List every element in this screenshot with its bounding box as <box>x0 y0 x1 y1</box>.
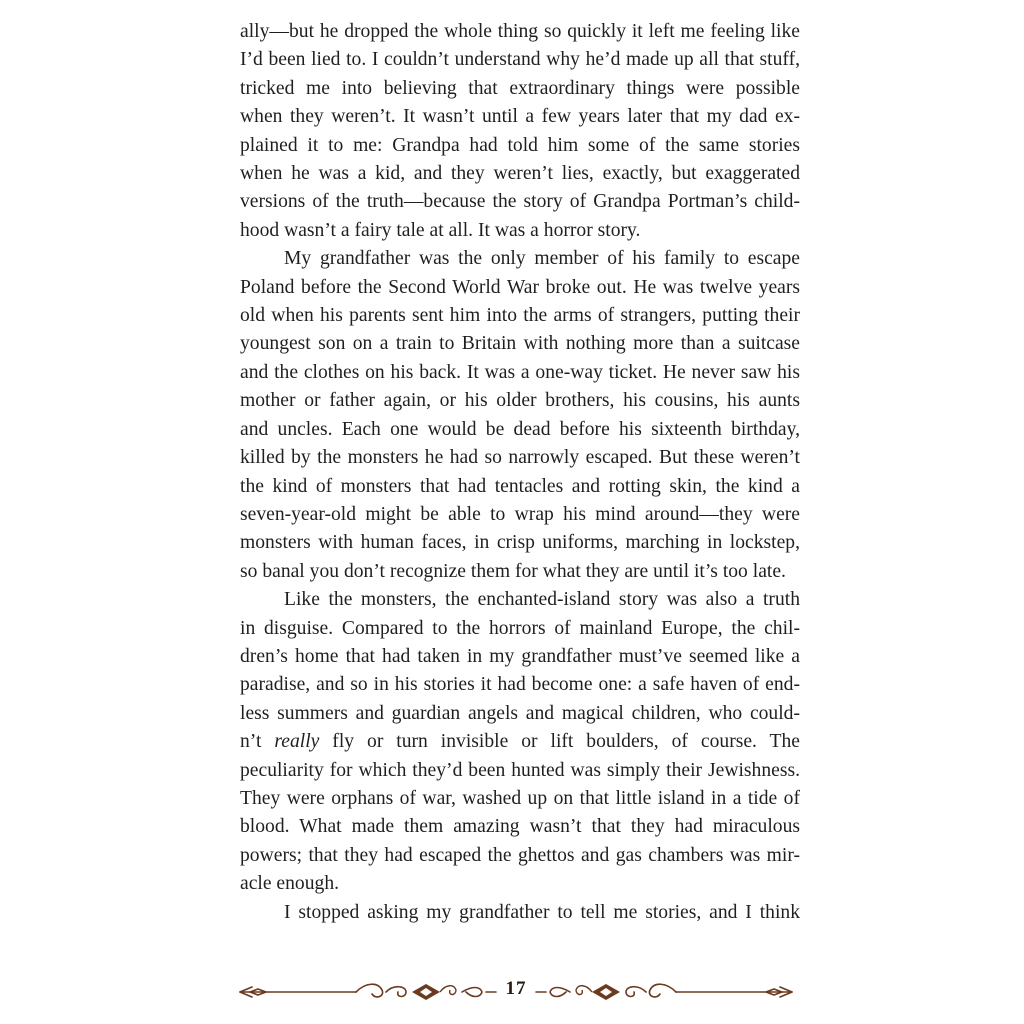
text-line: when he was a kid, and they weren’t lies, exactly, but exaggerated <box>240 163 800 185</box>
text-line: old when his parents sent him into the arms of strangers, putting their <box>240 305 800 327</box>
text-line: paradise, and so in his stories it had become one: a safe haven of end- <box>240 674 800 696</box>
paragraph-2 <box>240 245 800 586</box>
italic-word: really <box>274 731 320 753</box>
text-line: when they weren’t. It wasn’t until a few years later that my dad ex- <box>240 106 800 128</box>
left-scroll-2 <box>386 987 406 997</box>
text-line: so banal you don’t recognize them for what they are until it’s too late. <box>240 560 786 582</box>
text-line: ally—but he dropped the whole thing so quickly it left me feeling like <box>240 21 800 42</box>
left-curl <box>440 986 456 995</box>
text-line: and uncles. Each one would be dead before his sixteenth birthday, <box>240 418 800 440</box>
text-line: My grandfather was the only member of his family to escape <box>284 248 800 270</box>
text-line: dren’s home that had taken in my grandfather must’ve seemed like a <box>240 645 800 667</box>
text-line: powers; that they had escaped the ghettos and gas chambers was mir- <box>240 844 800 866</box>
right-scroll-2 <box>626 987 646 997</box>
text-line: They were orphans of war, washed up on that little island in a tide of <box>240 787 800 809</box>
left-scroll-3 <box>462 988 482 997</box>
text-line: the kind of monsters that had tentacles and rotting skin, the kind a <box>240 475 800 497</box>
text-line: versions of the truth—because the story of Grandpa Portman’s child- <box>240 191 800 213</box>
page-number: 17 <box>505 978 527 999</box>
right-scroll-3 <box>550 988 570 997</box>
text-line: monsters with human faces, in crisp uniforms, marching in lockstep, <box>240 532 800 554</box>
paragraph-3 <box>240 586 800 898</box>
text-line: youngest son on a train to Britain with nothing more than a suitcase <box>240 333 800 355</box>
body-text <box>240 18 800 927</box>
text-line: plained it to me: Grandpa had told him some of the same stories <box>240 134 800 156</box>
text-line: Like the monsters, the enchanted-island story was also a truth <box>284 589 800 611</box>
right-scroll-1 <box>649 984 676 997</box>
left-scroll-1 <box>356 984 383 997</box>
text-line: blood. What made them amazing wasn’t that they had miraculous <box>240 816 800 838</box>
text-line: acle enough. <box>240 873 340 895</box>
right-curl <box>576 986 592 995</box>
text-line: hood wasn’t a fairy tale at all. It was a horror story. <box>240 219 641 241</box>
paragraph-4 <box>240 899 800 927</box>
text-line: Poland before the Second World War broke out. He was twelve years <box>240 276 800 298</box>
text-fragment: fly or turn invisible or lift boulders, of course. The <box>319 731 800 753</box>
text-line <box>240 728 800 756</box>
text-line: less summers and guardian angels and magical children, who could- <box>240 702 800 724</box>
text-line: mother or father again, or his older brothers, his cousins, his aunts <box>240 390 800 412</box>
text-line: seven-year-old might be able to wrap his mind around—they were <box>240 503 800 525</box>
text-line: and the clothes on his back. It was a one-way ticket. He never saw his <box>240 361 800 383</box>
page-footer <box>236 972 796 1012</box>
text-line: peculiarity for which they’d been hunted was simply their Jewishness. <box>240 759 800 781</box>
text-line: in disguise. Compared to the horrors of mainland Europe, the chil- <box>240 617 800 639</box>
text-line: I stopped asking my grandfather to tell me stories, and I think <box>284 901 800 923</box>
text-line: I’d been lied to. I couldn’t understand why he’d made up all that stuff, <box>240 49 800 71</box>
paragraph-1 <box>240 18 800 245</box>
text-fragment: n’t <box>240 731 275 753</box>
text-line: killed by the monsters he had so narrowly escaped. But these weren’t <box>240 447 800 469</box>
text-line: tricked me into believing that extraordinary things were possible <box>240 77 800 99</box>
